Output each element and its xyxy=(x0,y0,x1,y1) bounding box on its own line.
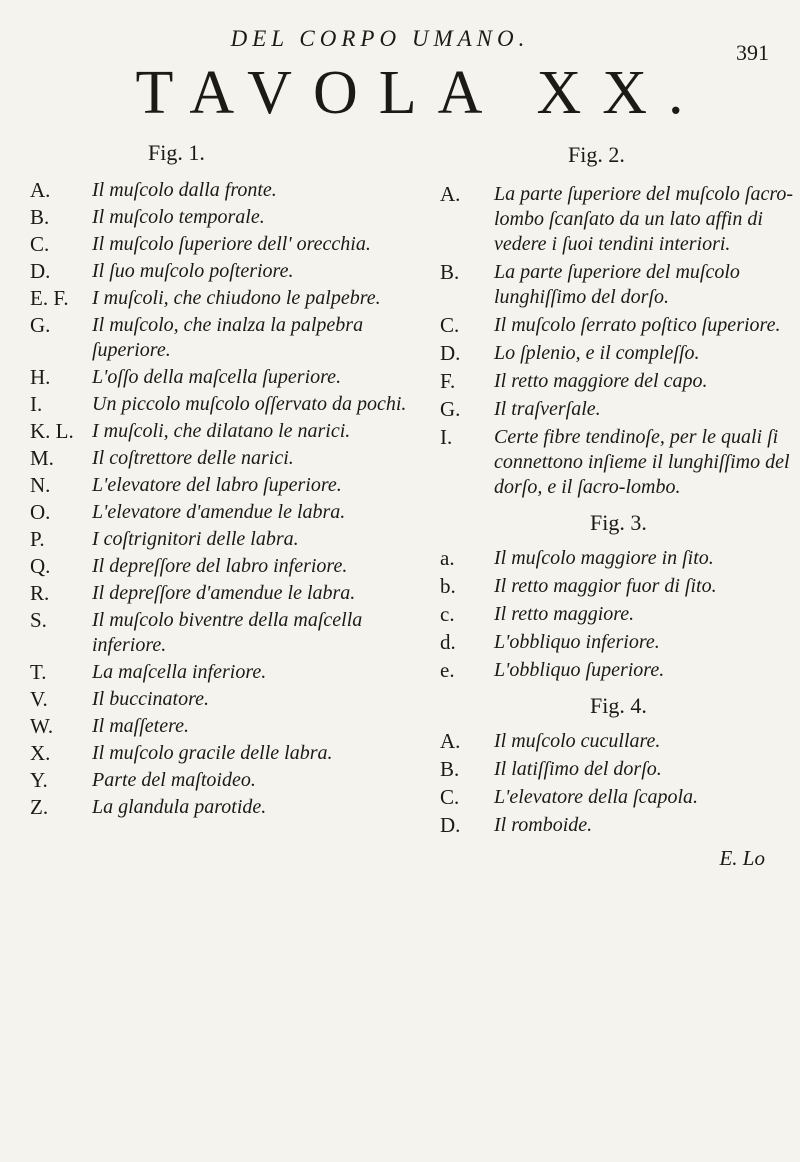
legend-entry xyxy=(30,365,420,390)
legend-text: Il traſverſale. xyxy=(494,398,601,420)
legend-entry xyxy=(30,741,420,766)
legend-entry xyxy=(440,574,795,599)
legend-text: La parte ſuperiore del muſcolo ſacro-lombo ſcanſato da un lato affin di vedere i ſuoi tendini interiori. xyxy=(494,183,794,255)
legend-key: V. xyxy=(30,687,48,711)
right-column xyxy=(440,140,795,871)
legend-key: C. xyxy=(440,785,460,809)
legend-key: d. xyxy=(440,630,456,654)
legend-key: C. xyxy=(440,313,460,337)
legend-text: Certe fibre tendinoſe, per le quali ſi connettono inſieme il lunghiſſimo del dorſo, e il ſacro-lombo. xyxy=(494,426,790,498)
legend-entry xyxy=(30,527,420,552)
left-column xyxy=(30,140,420,822)
plate-title: TAVOLA XX. xyxy=(135,59,705,127)
legend-text: Il retto maggiore. xyxy=(494,603,635,625)
legend-entry xyxy=(30,232,420,257)
legend-entry xyxy=(30,205,420,230)
legend-key: C. xyxy=(30,232,50,256)
legend-text: L'obbliquo ſuperiore. xyxy=(494,659,665,681)
legend-text: Il muſcolo dalla fronte. xyxy=(92,179,277,201)
legend-entry xyxy=(440,341,795,366)
legend-entry xyxy=(440,425,795,500)
legend-key: K. L. xyxy=(30,419,74,443)
legend-entry xyxy=(30,714,420,739)
catchword: E. Lo xyxy=(719,846,765,870)
legend-key: G. xyxy=(30,313,51,337)
legend-text: La parte ſuperiore del muſcolo lunghiſſimo del dorſo. xyxy=(494,261,740,308)
legend-key: Y. xyxy=(30,768,48,792)
legend-key: A. xyxy=(30,178,51,202)
page-number: 391 xyxy=(736,40,769,65)
legend-key: M. xyxy=(30,446,54,470)
legend-key: F. xyxy=(440,369,456,393)
legend-text: Il muſcolo ſuperiore dell' orecchia. xyxy=(92,233,371,255)
legend-entry xyxy=(30,660,420,685)
legend-entry xyxy=(30,446,420,471)
legend-entry xyxy=(30,768,420,793)
legend-text: Il depreſſore del labro inferiore. xyxy=(92,555,348,577)
legend-text: Il ſuo muſcolo poſteriore. xyxy=(92,260,294,282)
legend-key: N. xyxy=(30,473,51,497)
legend-text: Lo ſplenio, e il compleſſo. xyxy=(494,342,700,364)
legend-text: L'elevatore del labro ſuperiore. xyxy=(92,474,342,496)
figure-heading: Fig. 3. xyxy=(590,510,647,535)
legend-entry xyxy=(440,729,795,754)
legend-key: A. xyxy=(440,182,461,206)
legend-key: H. xyxy=(30,365,51,389)
legend-entry xyxy=(30,178,420,203)
legend-key: R. xyxy=(30,581,50,605)
legend-entry xyxy=(30,608,420,658)
legend-text: L'obbliquo inferiore. xyxy=(494,631,660,653)
legend-entry xyxy=(30,554,420,579)
legend-text: Il muſcolo maggiore in ſito. xyxy=(494,547,714,569)
legend-text: Il muſcolo cucullare. xyxy=(494,730,661,752)
legend-entry xyxy=(440,630,795,655)
legend-key: B. xyxy=(30,205,50,229)
legend-entry xyxy=(440,602,795,627)
legend-key: Q. xyxy=(30,554,51,578)
legend-key: X. xyxy=(30,741,51,765)
legend-key: W. xyxy=(30,714,54,738)
legend-text: Il retto maggior fuor di ſito. xyxy=(494,575,717,597)
legend-text: I coſtrignitori delle labra. xyxy=(92,528,299,550)
legend-key: a. xyxy=(440,546,455,570)
figure-heading: Fig. 1. xyxy=(148,140,205,165)
legend-entry xyxy=(30,313,420,363)
legend-text: Il muſcolo ſerrato poſtico ſuperiore. xyxy=(494,314,781,336)
legend-key: O. xyxy=(30,500,51,524)
legend-entry xyxy=(440,813,795,838)
legend-entry xyxy=(30,687,420,712)
legend-entry xyxy=(30,259,420,284)
legend-text: Il muſcolo gracile delle labra. xyxy=(92,742,333,764)
legend-entry xyxy=(440,397,795,422)
legend-key: T. xyxy=(30,660,47,684)
legend-key: A. xyxy=(440,729,461,753)
legend-key: B. xyxy=(440,757,460,781)
legend-text: Parte del maſtoideo. xyxy=(92,769,256,791)
legend-text: La glandula parotide. xyxy=(92,796,267,818)
legend-entry xyxy=(440,546,795,571)
legend-entry xyxy=(440,785,795,810)
legend-text: L'oſſo della maſcella ſuperiore. xyxy=(92,366,342,388)
legend-text: Il retto maggiore del capo. xyxy=(494,370,708,392)
legend-entry xyxy=(30,500,420,525)
legend-key: S. xyxy=(30,608,47,632)
legend-entry xyxy=(440,313,795,338)
legend-text: I muſcoli, che chiudono le palpebre. xyxy=(92,287,381,309)
legend-key: c. xyxy=(440,602,455,626)
legend-key: D. xyxy=(440,813,461,837)
legend-entry xyxy=(30,286,420,311)
legend-text: Il buccinatore. xyxy=(92,688,210,710)
legend-text: Il muſcolo, che inalza la palpebra ſuperiore. xyxy=(92,314,364,361)
legend-entry xyxy=(30,392,420,417)
legend-entry xyxy=(440,260,795,310)
legend-entry xyxy=(440,658,795,683)
legend-text: L'elevatore d'amendue le labra. xyxy=(92,501,346,523)
legend-text: Il muſcolo biventre della maſcella inferiore. xyxy=(92,609,363,656)
legend-text: L'elevatore della ſcapola. xyxy=(494,786,699,808)
legend-text: Il romboide. xyxy=(494,814,593,836)
legend-text: Il latiſſimo del dorſo. xyxy=(494,758,662,780)
legend-text: Il coſtrettore delle narici. xyxy=(92,447,294,469)
legend-key: e. xyxy=(440,658,455,682)
legend-text: Il depreſſore d'amendue le labra. xyxy=(92,582,356,604)
legend-text: Il maſſetere. xyxy=(92,715,190,737)
legend-entry xyxy=(440,182,795,257)
legend-entry xyxy=(440,369,795,394)
figure-heading: Fig. 2. xyxy=(568,142,625,167)
legend-key: E. F. xyxy=(30,286,69,310)
legend-text: I muſcoli, che dilatano le narici. xyxy=(92,420,351,442)
legend-key: I. xyxy=(440,425,453,449)
legend-entry xyxy=(30,419,420,444)
legend-text: Un piccolo muſcolo oſſervato da pochi. xyxy=(92,393,407,415)
figure-heading: Fig. 4. xyxy=(590,693,647,718)
legend-entry xyxy=(440,757,795,782)
legend-key: D. xyxy=(30,259,51,283)
legend-key: b. xyxy=(440,574,456,598)
legend-entry xyxy=(30,795,420,820)
legend-text: Il muſcolo temporale. xyxy=(92,206,265,228)
legend-key: B. xyxy=(440,260,460,284)
legend-key: D. xyxy=(440,341,461,365)
legend-entry xyxy=(30,473,420,498)
legend-text: La maſcella inferiore. xyxy=(92,661,267,683)
legend-key: I. xyxy=(30,392,43,416)
legend-key: Z. xyxy=(30,795,49,819)
legend-entry xyxy=(30,581,420,606)
legend-key: P. xyxy=(30,527,45,551)
running-head: DEL CORPO UMANO. xyxy=(230,26,530,51)
legend-key: G. xyxy=(440,397,461,421)
